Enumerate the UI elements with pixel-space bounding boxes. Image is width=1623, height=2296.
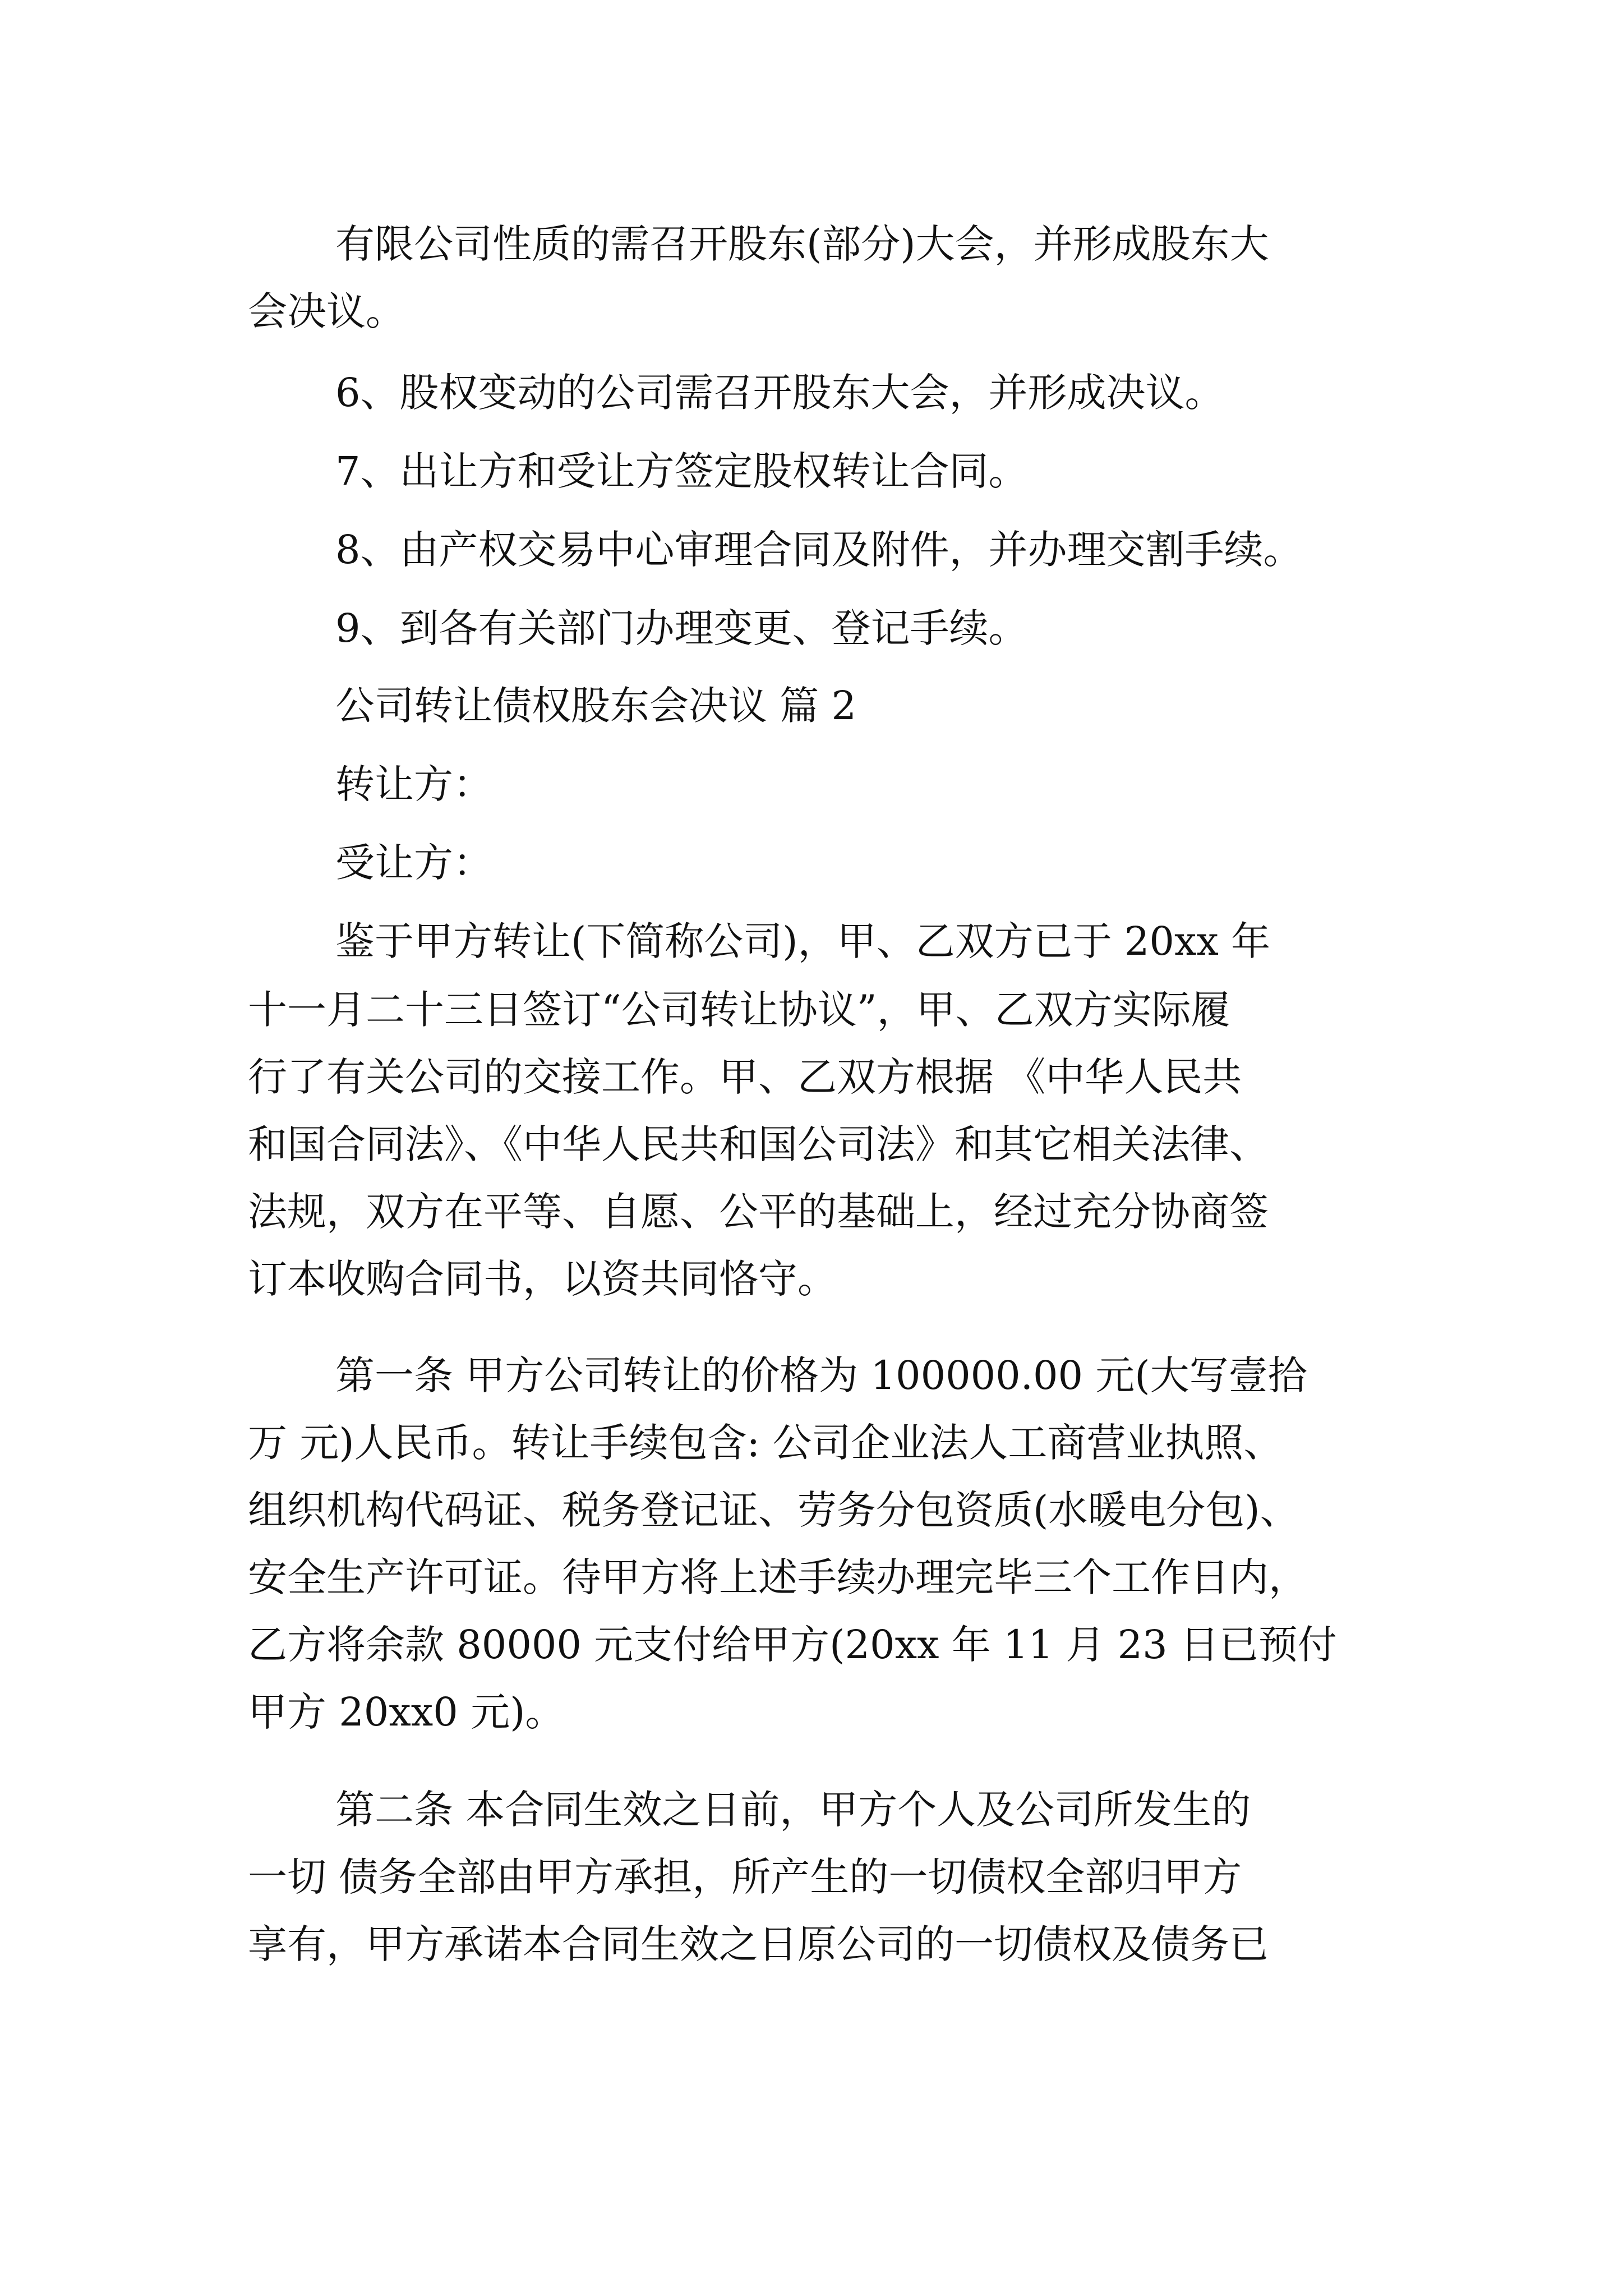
text-line: 订本收购合同书，以资共同恪守。 [248,1256,837,1302]
text-line: 和国合同法》、《中华人民共和国公司法》和其它相关法律、 [248,1121,1269,1167]
text-line: 一切 债务全部由甲方承担，所产生的一切债权全部归甲方 [248,1854,1242,1900]
text-line: 法规，双方在平等、自愿、公平的基础上，经过充分协商签 [248,1189,1269,1235]
text-line: 第二条 本合同生效之日前，甲方个人及公司所发生的 [335,1787,1251,1833]
text-line: 9、到各有关部门办理变更、登记手续。 [335,605,1028,651]
text-line: 会决议。 [248,288,405,334]
section-heading: 公司转让债权股东会决议 篇 2 [335,683,857,729]
text-line: 7、出让方和受让方签定股权转让合同。 [335,448,1028,494]
text-line: 十一月二十三日签订“公司转让协议”，甲、乙双方实际履 [248,987,1230,1033]
text-line: 享有，甲方承诺本合同生效之日原公司的一切债权及债务已 [248,1921,1269,1967]
text-line: 组织机构代码证、税务登记证、劳务分包资质(水暖电分包)、 [248,1487,1299,1533]
text-line: 6、股权变动的公司需召开股东大会，并形成决议。 [335,370,1224,416]
text-line: 安全生产许可证。待甲方将上述手续办理完毕三个工作日内， [248,1554,1308,1600]
text-line: 第一条 甲方公司转让的价格为 100000.00 元(大写壹拾 [335,1352,1307,1398]
text-line: 行了有关公司的交接工作。甲、乙双方根据 《中华人民共 [248,1054,1242,1100]
text-line: 有限公司性质的需召开股东(部分)大会，并形成股东大 [335,221,1269,267]
text-line: 鉴于甲方转让(下简称公司)，甲、乙双方已于 20xx 年 [335,918,1271,964]
text-line: 乙方将余款 80000 元支付给甲方(20xx 年 11 月 23 日已预付 [248,1622,1337,1668]
text-line: 8、由产权交易中心审理合同及附件，并办理交割手续。 [335,527,1303,573]
text-line: 甲方 20xx0 元)。 [248,1689,565,1735]
text-line: 转让方： [335,761,492,807]
text-line: 万 元)人民币。转让手续包含: 公司企业法人工商营业执照、 [248,1420,1283,1466]
text-line: 受让方： [335,840,492,886]
